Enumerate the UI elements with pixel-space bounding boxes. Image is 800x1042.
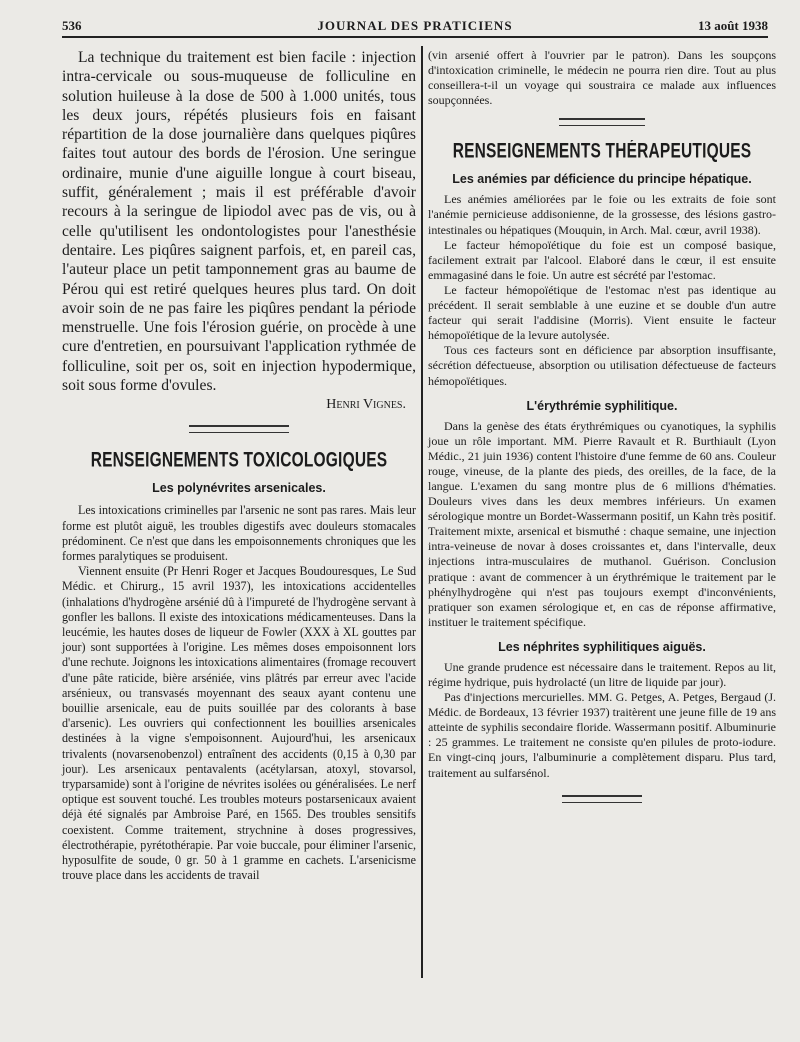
left-column <box>62 48 416 883</box>
author-signature: Henri Vignes. <box>326 397 406 413</box>
paragraph: Dans la genèse des états érythrémiques ou cyanotiques, la syphilis joue un rôle important. MM. Pierre Ravault et R. Burthiault (Lyon Médic., 21 juin 1936) content l'histoire d'une femme de 60 ans. Couleur rouge, vineuse, de la plante des pieds, des oreilles, de la face, de la langue. L'examen du sang montre plus de 6 millions d'hématies. Douleurs vives dans les deux membres inférieurs. Un examen sérologique montre un Bordet-Wassermann positif, un Kahn très positif. Traitement mixte, arsenical et bismuthé : chaque semaine, une injection intra-veineuse de novar à doses croissantes et, dans l'intervalle, deux injections intra-musculaires de muthanol. Guérison. Conclusion pratique : avant de commencer à un érythrémique le traitement par le phénylhydrogène qui n'est pas toujours exempt d'inconvénients, pratiquer son examen sérologique et, en cas de réponse affirmative, instituer le traitement spécifique. <box>428 418 776 629</box>
paragraph: Viennent ensuite (Pr Henri Roger et Jacques Boudouresques, Le Sud Médic. et Chirurg., 15 avril 1937), les intoxications accidentelles (inhalations d'hydrogène arsénié dû à l'impureté de l'hydrogène servant à gonfler les ballons. Il existe des intoxications médicamenteuses. Dans la leucémie, les hautes doses de liqueur de Fowler (XXX à XL gouttes par jour) sont supportées à l'origine. Les mêmes doses empoisonnent lors d'une rechute. Joignons les intoxications alimentaires (fromage recouvert d'une pâte raticide, bière arséniée, vins plâtrés par erreur avec l'acide arsénieux, ou transvasés moyennant des seaux ayant contenu une bouillie arsenicale, eau de puits souillée par des colorants à base d'arsenic). Les ouvriers qui confectionnent les bouillies arsenicales destinées à la vigne s'empoisonnent. Aujourd'hui, les arsenicaux trivalents (novarsenobenzol) entraînent des accidents (0,15 à 0,30 par jour). Les arsenicaux pentavalents (acétylarsan, atoxyl, stovarsol, tryparsamide) sont à l'origine de névrites isolées ou généralisées. Le nerf optique est souvent touché. Les troubles moteurs postarsenicaux avaient déjà été signalés par Ambroise Paré, en 1565. Des troubles sensitifs coexistent. Comme traitement, strychnine à doses progressives, électrothérapie, pyrétothérapie. Par voie buccale, pour éliminer l'arsenic, hyposulfite de soude, 0 gr. 50 à 1 gramme en cachets. L'arsenicisme trouve place dans les accidents de travail <box>62 564 416 883</box>
paragraph: Une grande prudence est nécessaire dans le traitement. Repos au lit, régime hydrique, puis hydrolacté (un litre de liquide par jour). <box>428 659 776 689</box>
issue-date: 13 août 1938 <box>697 18 768 33</box>
section-title-therapeutiques: RENSEIGNEMENTS THÉRAPEUTIQUES <box>452 140 752 164</box>
subhead-nephrites: Les néphrites syphilitiques aiguës. <box>498 639 706 654</box>
section-separator <box>559 118 645 126</box>
section-title-toxicologiques: RENSEIGNEMENTS TOXICOLOGIQUES <box>90 449 388 473</box>
subhead-erythremie: L'érythrémie syphilitique. <box>526 398 678 413</box>
paragraph: Le facteur hémopoïétique de l'estomac n'est pas identique au précédent. Il serait semblable à une euzine et se double d'un autre facteur qui serait l'addisine (Morris). Vient ensuite le facteur hémopoïétique de la levure autolysée. <box>428 282 776 343</box>
subhead-polynevrites: Les polynévrites arsenicales. <box>152 481 326 496</box>
column-divider <box>421 46 423 978</box>
paragraph: Les intoxications criminelles par l'arsenic ne sont pas rares. Mais leur forme est plutôt aiguë, les troubles digestifs avec douleurs stomacales prédominent. Ce n'est que dans les empoisonnements chroniques que les formes paralytiques se produisent. <box>62 503 416 563</box>
section-separator <box>189 425 289 433</box>
running-header <box>62 14 768 38</box>
right-column <box>428 48 776 803</box>
continued-paragraph: (vin arsenié offert à l'ouvrier par le patron). Dans les soupçons d'intoxication criminelle, le médecin ne pourra rien dire. Tout au plus conseillera-t-il un voyage qui soustraira ce malade aux influences soupçonnées. <box>428 48 776 108</box>
paragraph: Pas d'injections mercurielles. MM. G. Petges, A. Petges, Bergaud (J. Médic. de Bordeaux, 13 février 1937) traitèrent une jeune fille de 19 ans atteinte de syphilis secondaire floride. Wassermann positif. Albuminurie : 25 grammes. Le traitement ne consiste qu'en pilules de proto-iodure. En vingt-cinq jours, l'albuminurie a complètement disparu. Plus tard, traitement au sulfarsénol. <box>428 690 776 780</box>
paragraph: Le facteur hémopoïétique du foie est un composé basique, facilement extrait par l'alcool. Elaboré dans le cœur, il est ensuite emmagasiné dans le foie. Un autre est sécrété par l'estomac. <box>428 237 776 282</box>
page-number: 536 <box>62 18 82 33</box>
subhead-anemies: Les anémies par déficience du principe hépatique. <box>452 172 752 187</box>
intro-paragraph: La technique du traitement est bien facile : injection intra-cervicale ou sous-muqueuse de folliculine en solution huileuse à la dose de 500 à 1.000 unités, tous les deux jours, répétés plusieurs fois en faisant répartition de la dose journalière dans quelques piqûres faites tout autour des bords de l'érosion. Une seringue ordinaire, munie d'une aiguille longue à court biseau, suffit, généralement ; mais il est préférable d'avoir recours à la seringue de lipiodol avec pas de vis, ou à celle qu'utilisent les ondontologistes pour l'anesthésie dentaire. Les piqûres saignent parfois, et, en pareil cas, l'auteur place un petit tamponnement gras au baume de Pérou qui est retiré quelques heures plus tard. On doit avoir soin de ne pas faire les piqûres pendant la période menstruelle. Une fois l'érosion guérie, on procède à une cure d'entretien, en poursuivant l'application rythmée de folliculine, soit per os, soit en injection hypodermique, soit sous forme d'ovules. <box>62 49 416 395</box>
journal-title: JOURNAL DES PRATICIENS <box>317 18 513 33</box>
paragraph: Tous ces facteurs sont en déficience par absorption insuffisante, sécrétion défectueuse, absorption ou utilisation défectueuse de facteurs hémopoïétiques. <box>428 343 776 388</box>
paragraph: Les anémies améliorées par le foie ou les extraits de foie sont l'anémie pernicieuse addisonienne, de la grossesse, des lésions gastro-intestinales ou hépatiques (Mouquin, in Arch. Mal. cœur, avril 1938). <box>428 192 776 237</box>
end-separator <box>562 795 642 803</box>
